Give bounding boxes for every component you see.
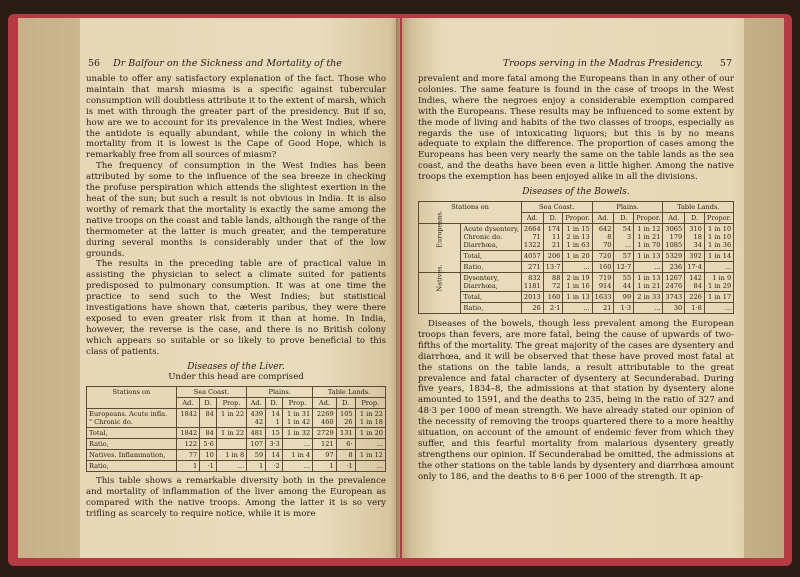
table-cell: ... <box>282 461 312 472</box>
table-cell <box>216 439 246 450</box>
table-cell: 1 in 9 1 in 29 <box>704 272 733 291</box>
row-label: Ratio, <box>461 302 521 313</box>
right-page <box>402 18 784 558</box>
row-label: Total, <box>87 428 177 439</box>
table-cell: 10 <box>200 450 217 461</box>
liver-subheader: Prop. <box>216 398 246 409</box>
liver-subheader: Ad. <box>247 398 266 409</box>
table-cell: 720 <box>592 250 614 261</box>
liver-subheader: Prop. <box>282 398 312 409</box>
liver-table <box>86 386 386 472</box>
row-label: Europeans. Acute infla. " Chronic do. <box>87 409 177 428</box>
left-running-title: Dr Balfour on the Sickness and Mortality of the <box>113 58 342 69</box>
table-row <box>87 450 386 461</box>
table-cell: 14 1 <box>266 409 283 428</box>
liver-subheader: Prop. <box>355 398 385 409</box>
right-running-title: Troops serving in the Madras Presidency. <box>502 58 703 69</box>
table-cell: 1 in 20 <box>563 250 592 261</box>
table-cell: ·1 <box>336 461 355 472</box>
table-cell: 832 1181 <box>521 272 543 291</box>
bowels-subheader: D. <box>543 212 563 223</box>
table-cell: 12·7 <box>614 261 634 272</box>
table-row <box>419 302 734 313</box>
open-book <box>18 18 784 558</box>
table-cell: 122 <box>176 439 199 450</box>
table-cell: 1 in 17 <box>704 291 733 302</box>
page-edges-left <box>18 18 80 558</box>
table-cell: 5·6 <box>200 439 217 450</box>
table-cell: 1633 <box>592 291 614 302</box>
table-cell: 1 in 8 <box>216 450 246 461</box>
table-cell: 1842 <box>176 428 199 439</box>
table-cell: 5329 <box>663 250 685 261</box>
table-cell: 1 in 12 1 in 21 1 in 70 <box>634 223 663 250</box>
table-cell: 642 8 70 <box>592 223 614 250</box>
table-cell: 55 44 <box>614 272 634 291</box>
table-cell: 2 in 19 1 in 16 <box>563 272 592 291</box>
table-cell: ... <box>355 439 385 450</box>
bowels-head-sea: Sea Coast. <box>521 201 592 212</box>
table-cell: ... <box>355 461 385 472</box>
left-paragraph-2: The frequency of consumption in the West Indies has been attributed by some to the influence of the sea breeze in checking the profuse perspiration which attends the slightest exertion in the heat of the sun; but such a result is not obvious in India. It is also worthy of remark that the mortality is exactly the same among the native troops on the coast and table lands, although the range of the thermometer at the latter is much greater, and the temperature during several months is considerably under that of the low grounds. <box>86 161 386 259</box>
table-cell: 88 72 <box>543 272 563 291</box>
table-cell: 142 84 <box>685 272 705 291</box>
table-cell: 719 914 <box>592 272 614 291</box>
table-cell: 107 <box>247 439 266 450</box>
row-label: Ratio, <box>87 439 177 450</box>
bowels-head-table-lands: Table Lands. <box>663 201 734 212</box>
table-cell: 2664 71 1322 <box>521 223 543 250</box>
table-cell: 1·8 <box>685 302 705 313</box>
table-cell: 271 <box>521 261 543 272</box>
table-cell: 1 in 10 1 in 10 1 in 36 <box>704 223 733 250</box>
table-cell: 14 <box>266 450 283 461</box>
table-cell: 57 <box>614 250 634 261</box>
table-cell: 1 in 13 <box>634 250 663 261</box>
table-cell: 1 in 20 <box>355 428 385 439</box>
table-cell: 1267 2476 <box>663 272 685 291</box>
table-cell: 236 <box>663 261 685 272</box>
table-cell: 131 <box>336 428 355 439</box>
table-cell: 1 in 14 <box>704 250 733 261</box>
table-cell: 2729 <box>313 428 336 439</box>
bowels-subheader: Propor. <box>634 212 663 223</box>
right-running-header <box>420 58 732 69</box>
liver-subheader: Ad. <box>176 398 199 409</box>
table-cell: 1 in 13 1 in 21 <box>634 272 663 291</box>
table-cell: ... <box>282 439 312 450</box>
table-cell: 15 <box>266 428 283 439</box>
table-cell: 8 <box>336 450 355 461</box>
table-cell: 1·3 <box>614 302 634 313</box>
table-cell: 6· <box>336 439 355 450</box>
row-label: Ratio, <box>87 461 177 472</box>
left-paragraph-3: The results in the preceding table are of practical value in assisting the physician to select a climate suited for patients predisposed to pulmonary consumption. It was at one time the practice to send such to the West Indies; but statistical investigations have shown that, cæteris paribus, they were there exposed to even greater risk from it than at home. In India, however, the reverse is the case, and there is no British colony which appears so suitable or so likely to prove beneficial to this class of patients. <box>86 259 386 357</box>
table-row <box>87 428 386 439</box>
table-cell: 99 <box>614 291 634 302</box>
row-label: Total, <box>461 250 521 261</box>
table-cell: 1 <box>247 461 266 472</box>
table-cell: 1 in 31 1 in 42 <box>282 409 312 428</box>
table-cell: 1 in 22 <box>216 428 246 439</box>
table-cell: 1842 <box>176 409 199 428</box>
bowels-head-plains: Plains. <box>592 201 663 212</box>
liver-subheader: D. <box>200 398 217 409</box>
table-cell: 3743 <box>663 291 685 302</box>
table-cell: 481 <box>247 428 266 439</box>
page-edges-right <box>744 18 784 558</box>
bowels-subheader: Propor. <box>704 212 733 223</box>
table-cell: ·2 <box>266 461 283 472</box>
row-label: Total, <box>461 291 521 302</box>
row-label: Ratio, <box>461 261 521 272</box>
table-cell: ... <box>216 461 246 472</box>
table-cell: 3065 179 1085 <box>663 223 685 250</box>
table-cell: 392 <box>685 250 705 261</box>
table-cell: 54 3 ... <box>614 223 634 250</box>
table-cell: 160 <box>543 291 563 302</box>
left-body <box>86 74 386 520</box>
bowels-table-title: Diseases of the Bowels. <box>522 187 630 198</box>
table-cell: ... <box>563 302 592 313</box>
table-cell: 2 in 33 <box>634 291 663 302</box>
table-cell: 1 <box>313 461 336 472</box>
table-cell: 2269 460 <box>313 409 336 428</box>
table-cell: 1 <box>176 461 199 472</box>
table-cell: 97 <box>313 450 336 461</box>
table-cell: 84 <box>200 428 217 439</box>
table-cell: 77 <box>176 450 199 461</box>
table-row <box>87 439 386 450</box>
right-paragraph-1: prevalent and more fatal among the Europeans than in any other of our colonies. The same feature is found in the case of troops in the West Indies, where the negroes enjoy a considerable exemption compared with the Europeans. These results may be influenced to some extent by the mode of living and habits of the two classes of troops, especially as regards the use of intoxicating liquors; but this is by no means adequate to explain the difference. The proportion of cases among the Europeans has been very nearly the same on the table lands as the sea coast, and the deaths have been even a little higher. Among the native troops the exemption has been enjoyed alike in all the divisions. <box>418 74 734 183</box>
left-paragraph-4: This table shows a remarkable diversity both in the prevalence and mortality of inflammation of the liver among the European as compared with the native troops. Among the latter it is so very trifling as scarcely to require notice, while it is more <box>86 476 386 520</box>
table-cell: 2·1 <box>543 302 563 313</box>
liver-subheader: D. <box>336 398 355 409</box>
left-page <box>18 18 400 558</box>
table-cell: 121 <box>313 439 336 450</box>
bowels-table <box>418 201 734 314</box>
table-row <box>87 461 386 472</box>
table-cell: ... <box>563 261 592 272</box>
table-row <box>419 261 734 272</box>
liver-table-subtitle: Under this head are comprised <box>168 372 304 383</box>
bowels-subheader: Ad. <box>663 212 685 223</box>
table-cell: 3·3 <box>266 439 283 450</box>
table-row <box>87 409 386 428</box>
liver-head-table-lands: Table Lands. <box>313 387 386 398</box>
table-cell: 310 18 34 <box>685 223 705 250</box>
table-cell: 1 in 12 <box>355 450 385 461</box>
liver-table-body <box>87 409 386 472</box>
right-page-number: 57 <box>719 58 732 69</box>
liver-head-plains: Plains. <box>247 387 313 398</box>
table-cell: 1 in 32 <box>282 428 312 439</box>
right-body <box>418 74 734 483</box>
table-cell: 2013 <box>521 291 543 302</box>
bowels-subheader: D. <box>685 212 705 223</box>
table-cell: 4057 <box>521 250 543 261</box>
table-cell: 1 in 15 2 in 13 1 in 63 <box>563 223 592 250</box>
table-cell: 439 42 <box>247 409 266 428</box>
table-cell: 26 <box>521 302 543 313</box>
group-label-text: Europeans. <box>435 210 444 248</box>
table-row <box>419 291 734 302</box>
table-cell: ... <box>634 261 663 272</box>
table-cell: 160 <box>592 261 614 272</box>
table-cell: 206 <box>543 250 563 261</box>
table-cell: 1 in 22 <box>216 409 246 428</box>
table-cell: ... <box>704 261 733 272</box>
table-cell: ... <box>634 302 663 313</box>
table-cell: 17·4 <box>685 261 705 272</box>
table-cell: 59 <box>247 450 266 461</box>
left-paragraph-1: unable to offer any satisfactory explanation of the fact. Those who maintain that marsh miasma is a specific against tubercular consumption will doubtless attribute it to the extent of marsh, which is met with through the greater part of the presidency. But if so, how are we to account for its prevalence in the West Indies, where the antidote is equally abundant, while the colony in which the mortality from it is lowest is the Cape of Good Hope, which is remarkably free from all sources of miasm? <box>86 74 386 161</box>
liver-subheader: Ad. <box>313 398 336 409</box>
bowels-subheader: Propor. <box>563 212 592 223</box>
table-cell: 1 in 22 1 in 18 <box>355 409 385 428</box>
right-paragraph-2: Diseases of the bowels, though less prevalent among the European troops than fevers, are more fatal, being the cause of upwards of two-fifths of the mortality. The great majority of the cases are dysentery and diarrhœa, and it will be observed that these have proved most fatal at the stations on the table lands, a result attributable to the great prevalence and fatal character of dysentery at Secunderabad. During five years, 1834–8, the admissions at that station by dysentery alone amounted to 1591, and the deaths to 235, being in the ratio of 327 and 48·3 per 1000 of mean strength. We have already stated our opinion of the necessity of removing the troops quartered there to a more healthy situation, on account of the amount of endemic fever from which they suffer, and this fearful mortality from malarious dysentery greatly strengthens our opinion. If Secunderabad be omitted, the admissions at the other stations on the table lands by dysentery and diarrhœa amount only to 186, and the deaths to 8·6 per 1000 of the strength. It ap- <box>418 318 734 482</box>
table-cell: 1 in 13 <box>563 291 592 302</box>
row-label: Natives. Inflammation, <box>87 450 177 461</box>
table-row <box>419 223 734 250</box>
row-label: Acute dysentery, Chronic do. Diarrhœa, <box>461 223 521 250</box>
bowels-subheader: Ad. <box>592 212 614 223</box>
left-running-header <box>88 58 386 69</box>
table-cell: 226 <box>685 291 705 302</box>
table-cell: 84 <box>200 409 217 428</box>
bowels-subheader: Ad. <box>521 212 543 223</box>
table-cell: 174 11 21 <box>543 223 563 250</box>
liver-table-title: Diseases of the Liver. <box>187 361 285 372</box>
liver-subheader: D. <box>266 398 283 409</box>
row-label: Dysentery, Diarrhœa, <box>461 272 521 291</box>
liver-head-sea: Sea Coast. <box>176 387 247 398</box>
bowels-subheader: D. <box>614 212 634 223</box>
table-cell: 105 26 <box>336 409 355 428</box>
group-label-text: Natives. <box>435 264 444 292</box>
table-cell: 21 <box>592 302 614 313</box>
table-row <box>419 272 734 291</box>
left-page-number: 56 <box>88 58 101 69</box>
table-cell: 30 <box>663 302 685 313</box>
liver-head-stations: Stations on <box>87 387 177 409</box>
table-cell: 13·7 <box>543 261 563 272</box>
bowels-head-stations: Stations on <box>419 201 522 223</box>
table-cell: 1 in 4 <box>282 450 312 461</box>
table-cell: ... <box>704 302 733 313</box>
table-cell: ·1 <box>200 461 217 472</box>
natives-group-label <box>419 264 461 313</box>
table-row <box>419 250 734 261</box>
